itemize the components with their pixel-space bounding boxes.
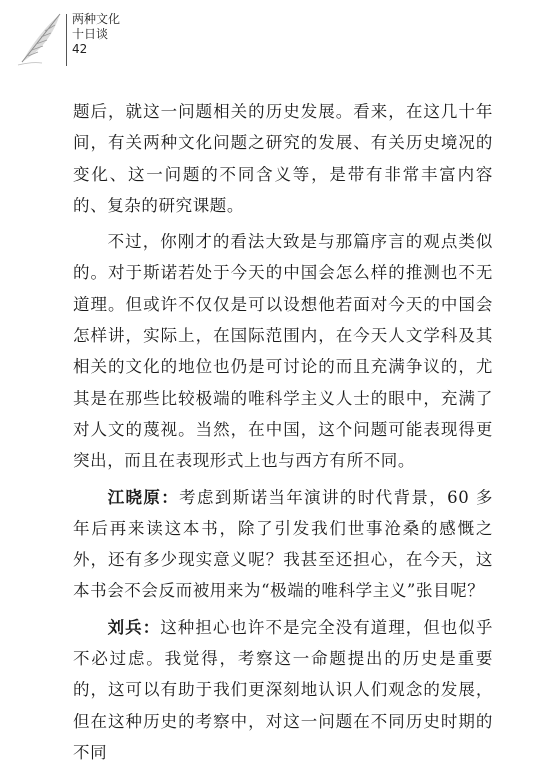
- paragraph: [73, 226, 493, 476]
- speaker-name: 刘兵：: [107, 617, 161, 637]
- book-title-line1: 两种文化: [72, 12, 121, 26]
- speaker-name: 江晓原：: [107, 487, 180, 507]
- paragraph-text: 这种担心也许不是完全没有道理，但也似乎不必过虑。我觉得，考察这一命题提出的历史是重要的，这可以有助于我们更深刻地认识人们观念的发展，但在这种历史的考察中，对这一问题在不同历史时期的不同: [73, 617, 493, 762]
- page-number: 42: [72, 42, 88, 56]
- paragraph-text: 题后，就这一问题相关的历史发展。看来，在这几十年间，有关两种文化问题之研究的发展、有关历史境况的变化、这一问题的不同含义等，是带有非常丰富内容的、复杂的研究课题。: [73, 102, 493, 215]
- paragraph-continued: [73, 96, 493, 221]
- page-body: [73, 96, 493, 768]
- paragraph-text: 考虑到斯诺当年演讲的时代背景，60 多年后再来读这本书，除了引发我们世事沧桑的感慨之外，还有多少现实意义呢？我甚至还担心，在今天，这本书会不会反而被用来为“极端的唯科学主义”张目呢？: [73, 487, 493, 601]
- feather-quill-icon: [16, 8, 68, 66]
- dialogue-paragraph: [73, 482, 493, 607]
- book-title-line2: 十日谈: [72, 27, 109, 41]
- dialogue-paragraph: [73, 612, 493, 768]
- running-header: [16, 8, 216, 64]
- header-divider: [66, 14, 67, 66]
- header-text: [72, 12, 120, 57]
- paragraph-text: 不过，你刚才的看法大致是与那篇序言的观点类似的。对于斯诺若处于今天的中国会怎么样的推测也不无道理。但或许不仅仅是可以设想他若面对今天的中国会怎样讲，实际上，在国际范围内，在今天人文学科及其相关的文化的地位也仍是可讨论的而且充满争议的，尤其是在那些比较极端的唯科学主义人士的眼中，充满了对人文的蔑视。当然，在中国，这个问题可能表现得更突出，而且在表现形式上也与西方有所不同。: [73, 232, 493, 471]
